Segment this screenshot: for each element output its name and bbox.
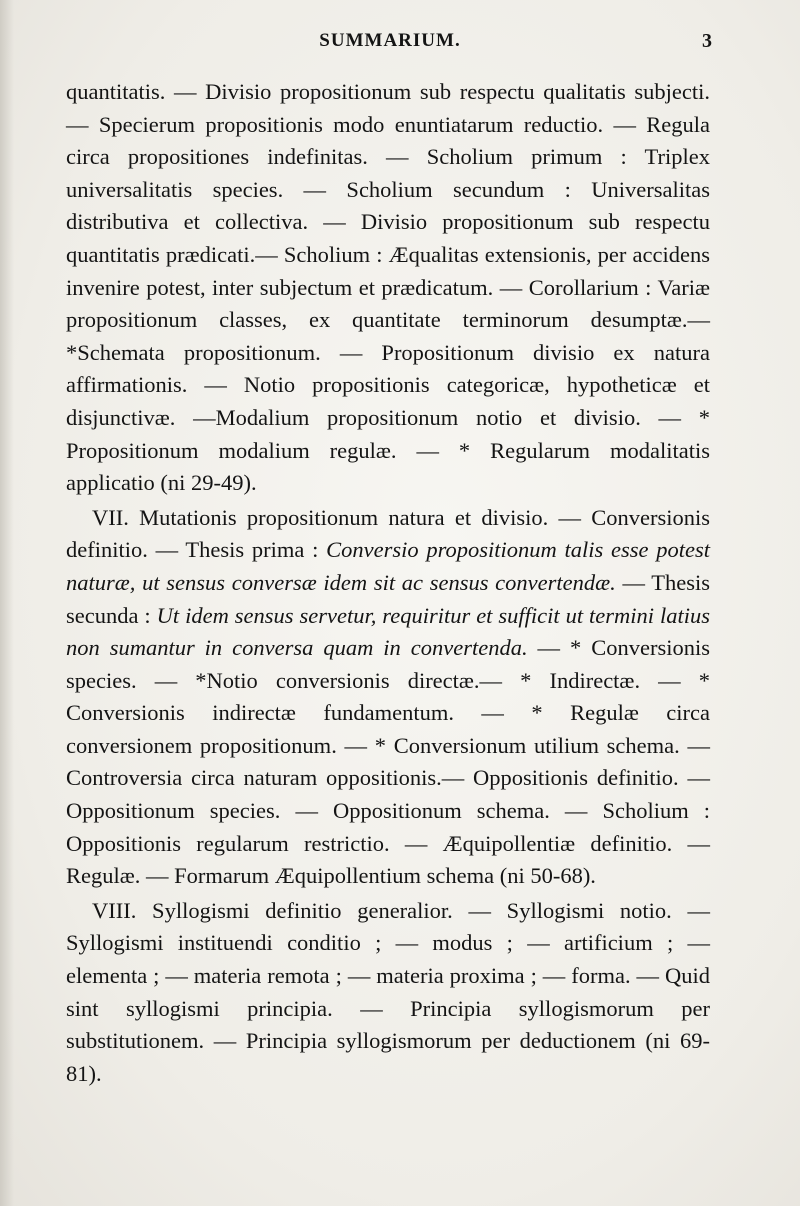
page-header [70,30,710,58]
thesis-one-italic: Conversio propositionum talis esse potest naturæ, ut sensus conversæ idem sit ac sensus convertendæ. [66,537,710,595]
text-segment: — * Conversionis species. — *Notio conversionis directæ.— * Indirectæ. — * Conversionis indirectæ fundamentum. — * Regulæ circa conversionem propositionum. — * Conversionum utilium schema. — Controversia circa naturam oppositionis.— Oppositionis definitio. — Oppositionum species. — Oppositionum schema. — Scholium : Oppositionis regularum restrictio. — Æquipollentiæ definitio. — Regulæ. — Formarum Æquipollentium schema (ni 50-68). [66,635,710,889]
page-number: 3 [702,30,712,52]
text-segment: — Thesis secunda : [66,569,710,628]
thesis-two-italic: Ut idem sensus servetur, requiritur et sufficit ut termini latius non sumantur in conversa quam in convertenda. [66,602,710,661]
text-segment: VIII. Syllogismi definitio generalior. — Syllogismi notio. — Syllogismi instituendi conditio ; — modus ; — artificium ; — elementa ; — materia remota ; — materia proxima ; — forma. — Quid sint syllogismi principia. — Principia syllogismorum per substitutionem. — Principia syllogismorum per deductionem (ni 69-81). [66,897,710,1086]
paragraph-continued [66,76,710,500]
paragraph-viii [66,895,710,1091]
binding-shadow [0,0,14,1206]
paragraph-vii [66,502,710,893]
text-segment: VII. Mutationis propositionum natura et divisio. — Conversionis definitio. — Thesis prima : [66,504,710,563]
summary-text [66,76,710,1090]
text-segment: quantitatis. — Divisio propositionum sub respectu qualitatis subjecti.— Specierum propositionis modo enuntiatarum reductio. — Regula circa propositiones indefinitas. — Scholium primum : Triplex universalitatis species. — Scholium secundum : Universalitas distributiva et collectiva. — Divisio propositionum sub respectu quantitatis prædicati.— Scholium : Æqualitas extensionis, per accidens invenire potest, inter subjectum et prædicatum. — Corollarium : Variæ propositionum classes, ex quantitate terminorum desumptæ.—*Schemata propositionum. — Propositionum divisio ex natura affirmationis. — Notio propositionis categoricæ, hypotheticæ et disjunctivæ. —Modalium propositionum notio et divisio. — * Propositionum modalium regulæ. — * Regularum modalitatis applicatio (ni 29-49). [66,79,710,496]
running-title: SUMMARIUM. [319,30,461,51]
